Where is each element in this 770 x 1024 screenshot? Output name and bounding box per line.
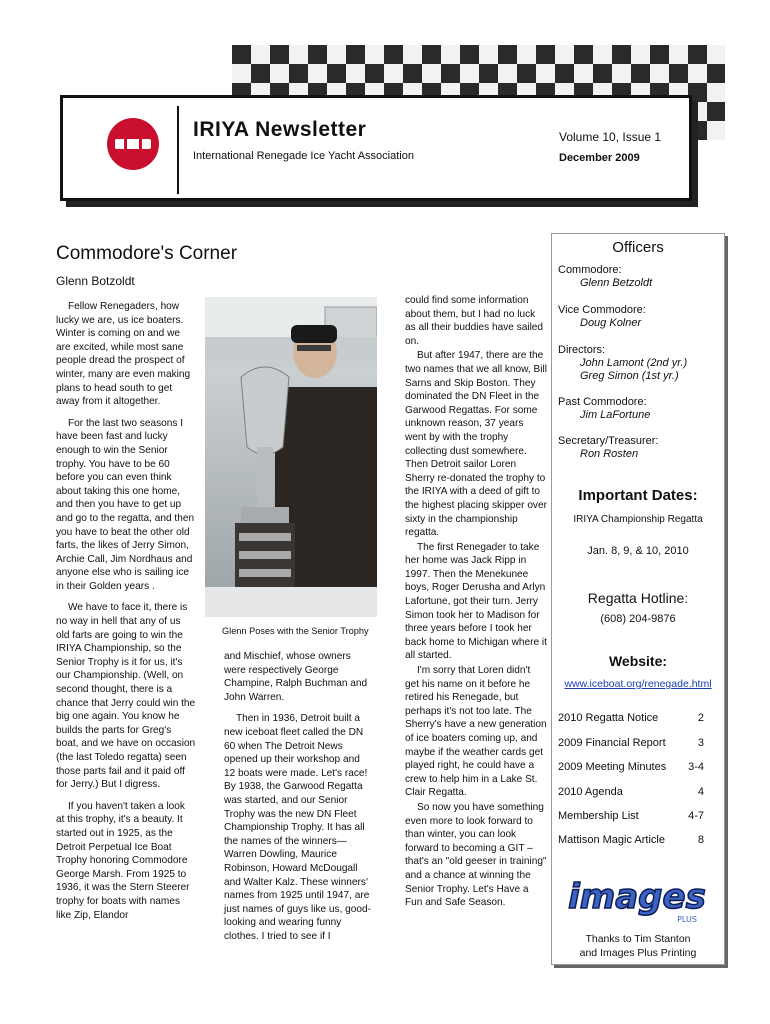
paragraph: If you haven't taken a look at this trophy, it's a beauty. It started out in 1925, as the Detroit Perpetual Ice Boat Trophy honoring Commodore George Marsh. From 1925 to 1936, it was the Stern Steerer trophy for boats with names like Zip, Elandor <box>56 800 190 921</box>
toc-item[interactable] <box>558 761 704 773</box>
toc-label: 2010 Agenda <box>558 786 623 798</box>
toc-item[interactable] <box>558 737 704 749</box>
toc-label: 2010 Regatta Notice <box>558 712 659 724</box>
paragraph: So now you have something even more to look forward to than winter, you can look forward to becoming a GIT –that's an "old geeser in training" and a chance at winning the Senior Trophy. Let's Have a Fun and Safe Season. <box>405 801 547 909</box>
toc-label: 2009 Meeting Minutes <box>558 761 667 773</box>
paragraph: I'm sorry that Loren didn't get his name on it before he retired his Renegade, but perhaps it's not too late. The Sherry's have a new generation of ice boaters coming up, and maybe if the weather cards get played right, he could have a crew to help him in a Lake St. Clair Regatta. <box>405 665 547 799</box>
paragraph: For the last two seasons I have been fast and lucky enough to win the Senior trophy. You have to be 60 before you can even think about taking this one home, and then you have to get up and go to the regatta, and then you have to beat the other old farts, the likes of Jerry Simon, Archie Call, Jim Nordhaus and anyone else who is sailing ice in their Golden years . <box>56 417 195 592</box>
officer-name: Ron Rosten <box>580 448 639 460</box>
paragraph: and Mischief, whose owners were respectively George Champine, Ralph Buchman and John Warren. <box>224 651 368 703</box>
officer-name: John Lamont (2nd yr.) <box>580 357 688 369</box>
dates-event: IRIYA Championship Regatta <box>573 514 703 525</box>
officer-role: Secretary/Treasurer: <box>558 435 659 447</box>
officer-past-commodore <box>558 396 650 422</box>
article-title: Commodore's Corner <box>56 243 238 264</box>
dates-value: Jan. 8, 9, & 10, 2010 <box>587 545 689 557</box>
iriya-logo-icon <box>107 118 159 170</box>
toc-page: 4 <box>697 786 704 798</box>
toc-page: 3 <box>697 737 704 749</box>
paragraph: Then in 1936, Detroit built a new iceboat fleet called the DN 60 when The Detroit News opened up their workshop and 12 boats were made. Let's race! By 1938, the Garwood Regatta was started, and our Senior Trophy was the new DN Fleet Championship Trophy. It has all the names of the winners—Warren Dowling, Maurice Robinson, Howard McDougall and Walter Kalz. These winners' names from 1925 until 1947, are just names of guys like us, good-looking and wearing funny clothes. I tried to see if I <box>224 713 371 942</box>
toc-label: 2009 Financial Report <box>558 737 666 749</box>
officer-name: Doug Kolner <box>580 317 642 329</box>
website-heading: Website: <box>608 653 668 669</box>
toc-page: 8 <box>697 834 704 846</box>
toc-page: 3-4 <box>688 761 704 773</box>
officer-commodore <box>558 264 652 290</box>
photo-caption: Glenn Poses with the Senior Trophy <box>222 626 369 636</box>
toc-label: Membership List <box>558 810 639 822</box>
newsletter-subtitle: International Renegade Ice Yacht Association <box>193 150 414 162</box>
masthead <box>60 95 692 201</box>
thanks-note: Thanks to Tim Stanton and Images Plus Printing <box>579 933 697 959</box>
toc-item[interactable] <box>558 786 704 798</box>
paragraph: We have to face it, there is no way in hell that any of us old farts are going to win the IRIYA Championship, so the Senior Trophy is it for us, it's our Championship. (Well, on second thought, there is a chance that Jerry could win the big one again. You know he builds the parts for Greg's boat, and we have on occasion (the last Toledo regatta) seen those parts fail and it paid off for Jerry.) But I digress. <box>56 602 196 791</box>
toc-item[interactable] <box>558 810 704 822</box>
issue-date: December 2009 <box>559 152 640 164</box>
images-plus-logo-icon <box>562 876 712 926</box>
officer-role: Vice Commodore: <box>558 304 646 316</box>
toc-label: Mattison Magic Article <box>558 834 665 846</box>
hotline-phone: (608) 204-9876 <box>600 613 676 625</box>
svg-text:PLUS: PLUS <box>677 915 697 924</box>
paragraph: The first Renegader to take her home was Jack Ripp in 1997. Then the Menekunee boys, Roger Derusha and Arlyn Lafortune, got their turn. Jerry Simon took her to Madison for three years before I took her back home to Michigan where it all started. <box>405 541 547 662</box>
toc-item[interactable] <box>558 834 704 846</box>
officers-heading: Officers <box>612 239 664 256</box>
article-column-3 <box>405 294 547 910</box>
officer-name: Glenn Betzoldt <box>580 277 653 289</box>
newsletter-title: IRIYA Newsletter <box>193 118 367 141</box>
sidebar <box>551 233 725 965</box>
trophy-photo <box>205 297 377 617</box>
officer-role: Commodore: <box>558 264 622 276</box>
article-author: Glenn Botzoldt <box>56 274 135 288</box>
officer-name: Jim LaFortune <box>580 409 651 421</box>
article-column-2 <box>224 650 372 943</box>
toc-page: 2 <box>697 712 704 724</box>
paragraph: could find some information about them, but I had no luck as all their buddies have sailed on. <box>405 295 544 347</box>
hotline-heading: Regatta Hotline: <box>587 590 689 606</box>
article-column-1 <box>56 300 196 922</box>
volume-issue: Volume 10, Issue 1 <box>559 130 662 144</box>
masthead-divider <box>177 106 179 194</box>
officer-vice-commodore <box>558 304 646 330</box>
officer-name: Greg Simon (1st yr.) <box>580 370 679 382</box>
officer-secretary-treasurer <box>558 435 658 461</box>
paragraph: Fellow Renegaders, how lucky we are, us ice boaters. Winter is coming on and we are excited, while most sane people dread the prospect of winter, many are even making plans to head south to get away from it altogether. <box>56 301 191 408</box>
paragraph: But after 1947, there are the two names that we all know, Bill Sarns and Skip Boston. They dominated the DN Fleet in the Garwood Regattas. For some unknown reason, 37 years went by with the trophy collecting dust somewhere. Then Detroit sailor Loren Sherry re-donated the trophy to the IRIYA with a deed of gift to the highest placing skipper over sixty in the championship regatta. <box>405 350 547 539</box>
officer-directors <box>558 344 687 383</box>
toc-page: 4-7 <box>688 810 704 822</box>
important-dates-heading: Important Dates: <box>578 487 698 504</box>
officer-role: Directors: <box>558 344 606 356</box>
officer-role: Past Commodore: <box>558 396 647 408</box>
svg-text:images: images <box>568 877 706 917</box>
website-link[interactable]: www.iceboat.org/renegade.html <box>564 678 712 690</box>
toc-item[interactable] <box>558 712 704 724</box>
